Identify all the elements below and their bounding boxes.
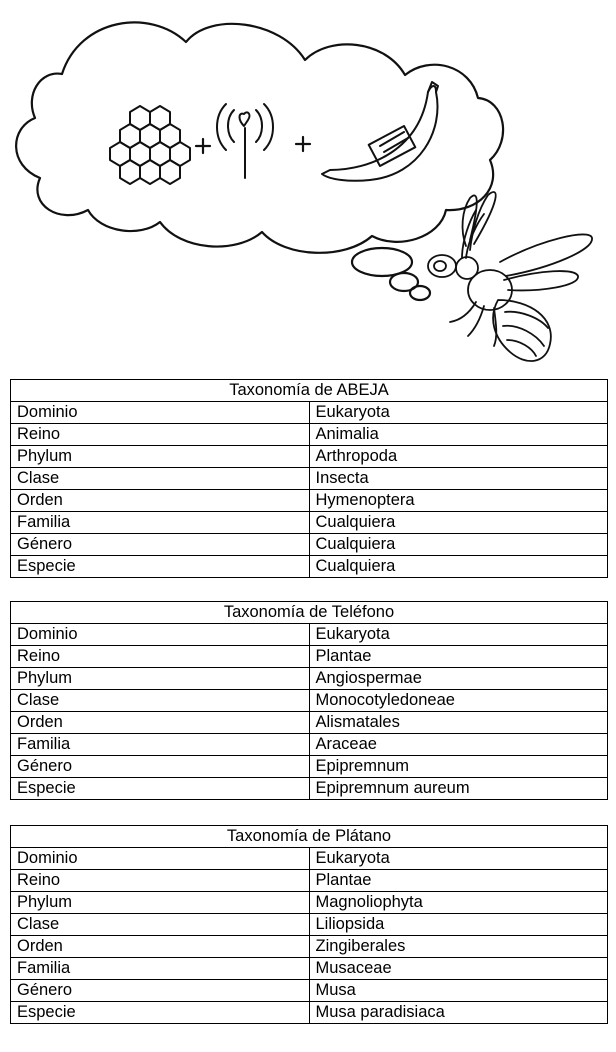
table-title: Taxonomía de Teléfono: [11, 602, 608, 624]
bee-icon: [428, 192, 592, 361]
value-cell: Arthropoda: [309, 446, 608, 468]
rank-cell: Clase: [11, 914, 310, 936]
banana-phone-icon: [322, 82, 438, 181]
rank-cell: Orden: [11, 490, 310, 512]
value-cell: Musa paradisiaca: [309, 1002, 608, 1024]
value-cell: Araceae: [309, 734, 608, 756]
table-row: [11, 690, 608, 712]
table-row: [11, 734, 608, 756]
taxonomy-table-abeja: [10, 379, 608, 578]
value-cell: Cualquiera: [309, 512, 608, 534]
plus-sign-1: [196, 139, 210, 153]
value-cell: Eukaryota: [309, 624, 608, 646]
table-row: [11, 512, 608, 534]
rank-cell: Clase: [11, 690, 310, 712]
value-cell: Animalia: [309, 424, 608, 446]
value-cell: Hymenoptera: [309, 490, 608, 512]
rank-cell: Phylum: [11, 446, 310, 468]
table-row: [11, 490, 608, 512]
table-row: [11, 892, 608, 914]
table-title: Taxonomía de ABEJA: [11, 380, 608, 402]
table-row: [11, 914, 608, 936]
table-row: [11, 848, 608, 870]
rank-cell: Dominio: [11, 848, 310, 870]
honeycomb-icon: [110, 106, 190, 184]
rank-cell: Orden: [11, 936, 310, 958]
value-cell: Cualquiera: [309, 534, 608, 556]
rank-cell: Especie: [11, 556, 310, 578]
table-row: [11, 624, 608, 646]
table-row: [11, 446, 608, 468]
table-row: [11, 778, 608, 800]
rank-cell: Dominio: [11, 402, 310, 424]
rank-cell: Phylum: [11, 668, 310, 690]
rank-cell: Dominio: [11, 624, 310, 646]
value-cell: Insecta: [309, 468, 608, 490]
value-cell: Eukaryota: [309, 402, 608, 424]
table-row: [11, 646, 608, 668]
value-cell: Angiospermae: [309, 668, 608, 690]
rank-cell: Orden: [11, 712, 310, 734]
rank-cell: Familia: [11, 958, 310, 980]
rank-cell: Especie: [11, 778, 310, 800]
value-cell: Musa: [309, 980, 608, 1002]
rank-cell: Género: [11, 980, 310, 1002]
rank-cell: Familia: [11, 512, 310, 534]
table-row: [11, 668, 608, 690]
table-row: [11, 756, 608, 778]
thought-dot-large: [352, 248, 412, 276]
antenna-signal-icon: [217, 104, 273, 178]
table-row: [11, 712, 608, 734]
table-row: [11, 1002, 608, 1024]
taxonomy-table-telefono: [10, 601, 608, 800]
table-row: [11, 534, 608, 556]
rank-cell: Género: [11, 534, 310, 556]
value-cell: Musaceae: [309, 958, 608, 980]
rank-cell: Reino: [11, 424, 310, 446]
taxonomy-table-platano: [10, 825, 608, 1024]
rank-cell: Reino: [11, 870, 310, 892]
rank-cell: Reino: [11, 646, 310, 668]
value-cell: Plantae: [309, 870, 608, 892]
thought-bubble-illustration: [0, 0, 616, 372]
value-cell: Plantae: [309, 646, 608, 668]
table-row: [11, 402, 608, 424]
rank-cell: Familia: [11, 734, 310, 756]
value-cell: Epipremnum: [309, 756, 608, 778]
thought-dot-small: [410, 286, 430, 300]
value-cell: Epipremnum aureum: [309, 778, 608, 800]
value-cell: Zingiberales: [309, 936, 608, 958]
rank-cell: Especie: [11, 1002, 310, 1024]
value-cell: Magnoliophyta: [309, 892, 608, 914]
table-row: [11, 936, 608, 958]
table-row: [11, 468, 608, 490]
value-cell: Cualquiera: [309, 556, 608, 578]
rank-cell: Clase: [11, 468, 310, 490]
value-cell: Eukaryota: [309, 848, 608, 870]
table-row: [11, 870, 608, 892]
value-cell: Monocotyledoneae: [309, 690, 608, 712]
value-cell: Alismatales: [309, 712, 608, 734]
table-row: [11, 556, 608, 578]
table-row: [11, 958, 608, 980]
rank-cell: Género: [11, 756, 310, 778]
plus-sign-2: [296, 137, 310, 151]
table-title: Taxonomía de Plátano: [11, 826, 608, 848]
rank-cell: Phylum: [11, 892, 310, 914]
table-row: [11, 424, 608, 446]
value-cell: Liliopsida: [309, 914, 608, 936]
table-row: [11, 980, 608, 1002]
